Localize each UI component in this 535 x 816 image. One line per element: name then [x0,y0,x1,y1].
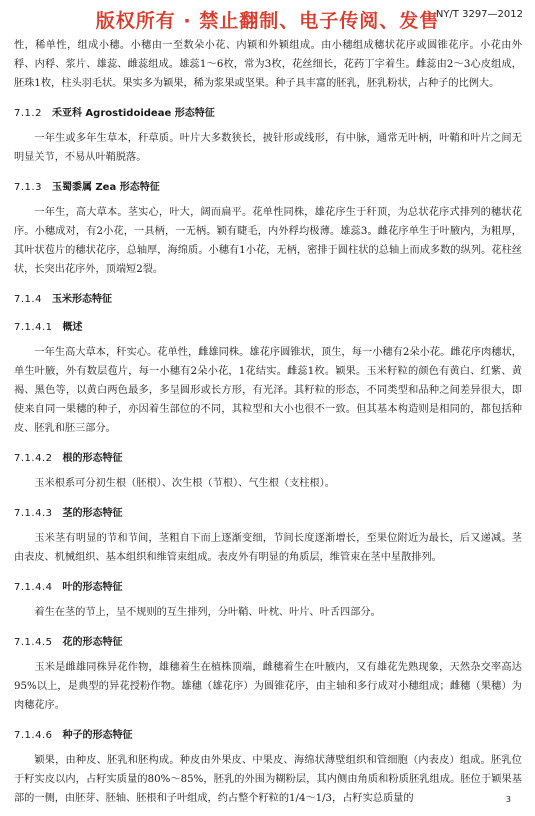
section-title: 玉米形态特征 [51,294,112,305]
body-paragraph: 玉米是雌雄同株异花作物，雄穗着生在植株顶端，雌穗着生在叶腋内，又有雄花先熟现象，天然杂交率高达95%以上，是典型的异花授粉作物。雄穗（雄花序）为圆锥花序，由主轴和多行成对小穗组成；雌穗（果穗）为肉穗花序。 [14,662,522,711]
section-title: 玉蜀黍属 Zea 形态特征 [51,182,160,193]
section-heading [14,581,522,595]
section-title: 花的形态特征 [62,637,123,648]
body-paragraph: 一年生或多年生草本，秆草质。叶片大多数狭长，披针形或线形，有中脉，通常无叶柄，叶鞘和叶片之间无明显关节，不易从叶鞘脱落。 [14,133,522,163]
section-number: 7.1.3 [14,182,42,193]
section-heading [14,107,522,121]
document-body [14,36,522,808]
copyright-watermark: 版权所有 · 禁止翻制、电子传阅、发售 [95,10,440,32]
section-heading [14,636,522,650]
section-title: 种子的形态特征 [62,730,133,741]
section-heading [14,181,522,195]
body-paragraph: 性，稀单性，组成小穗。小穗由一至数朵小花、内颖和外颖组成。由小穗组成穗状花序或圆锥花序。小花由外稃、内稃、浆片、雄蕊、雌蕊组成。雄蕊1～6枚，常为3枚，花丝细长，花药丁字着生。雌蕊由2～3心皮组成，胚珠1枚，柱头羽毛状。果实多为颖果，稀为浆果或坚果。种子具丰富的胚乳，胚乳粉状，占种子的比例大。 [14,40,522,89]
body-paragraph: 颖果，由种皮、胚乳和胚构成。种皮由外果皮、中果皮、海绵状薄壁组织和管细胞（内表皮）组成。胚乳位于籽实皮以内，占籽实质量的80%～85%，胚乳的外围为糊粉层，其内侧由角质和粉质胚乳组成。胚位于颖果基部的一侧，由胚芽、胚轴、胚根和子叶组成，约占整个籽粒的1/4～1/3，占籽实总质量的 [14,755,522,804]
section-heading [14,729,522,743]
section-heading [14,452,522,466]
section-number: 7.1.4.1 [14,322,53,333]
section-number: 7.1.4.2 [14,453,53,464]
body-paragraph: 着生在茎的节上，呈不规则的互生排列，分叶鞘、叶枕、叶片、叶舌四部分。 [34,607,381,618]
section-title: 禾亚科 Agrostidoideae 形态特征 [51,108,215,119]
section-heading [14,293,522,307]
section-title: 茎的形态特征 [62,508,123,519]
section-title: 概述 [62,322,83,333]
section-number: 7.1.4 [14,294,42,305]
page-number: 3 [505,795,511,804]
section-title: 根的形态特征 [62,453,123,464]
section-number: 7.1.4.4 [14,582,53,593]
section-number: 7.1.4.3 [14,508,53,519]
body-paragraph: 玉米茎有明显的节和节间，茎粗自下而上逐渐变细，节间长度逐渐增长，至果位附近为最长，后又递减。茎由表皮、机械组织、基本组织和维管束组成。表皮外有明显的角质层，维管束在茎中星散排列。 [14,533,522,563]
section-number: 7.1.2 [14,108,42,119]
section-number: 7.1.4.6 [14,730,53,741]
section-title: 叶的形态特征 [62,582,123,593]
section-number: 7.1.4.5 [14,637,53,648]
body-paragraph: 一年生高大草本，秆实心。花单性，雌雄同株。雄花序圆锥状，顶生，每一小穗有2朵小花。雌花序肉穗状，单生叶腋，外有数层苞片，每一小穗有2朵小花，1花结实。雌蕊1枚。颖果。玉米籽粒的颜色有黄白、红紫、黄褐、黑色等，以黄白两色最多，多呈圆形或长方形，有光泽。其籽粒的形态，不同类型和品种之间差异很大，即使来自同一果穗的种子，亦因着生部位的不同，其粒型和大小也很不一致。但其基本构造则是相同的，都包括种皮、胚乳和胚三部分。 [14,347,522,434]
body-paragraph: 玉米根系可分初生根（胚根）、次生根（节根）、气生根（支柱根）。 [34,478,335,489]
body-paragraph: 一年生，高大草本。茎实心，叶大，阔而扁平。花单性同株，雄花序生于秆顶，为总状花序式排列的穗状花序。小穗成对，有2小花，一具柄，一无柄。颖有睫毛，内外稃均极薄。雄蕊3。雌花序单生于叶腋内，为粗厚，其叶状苞片的穗状花序，总轴厚，海绵质。小穗有1小花，无柄，密排于圆柱状的总轴上而成多数的纵列。花柱丝状，长突出花序外，顶端短2裂。 [14,207,522,275]
section-heading [14,321,522,335]
section-heading [14,507,522,521]
standard-number: NY/T 3297—2012 [435,9,523,20]
